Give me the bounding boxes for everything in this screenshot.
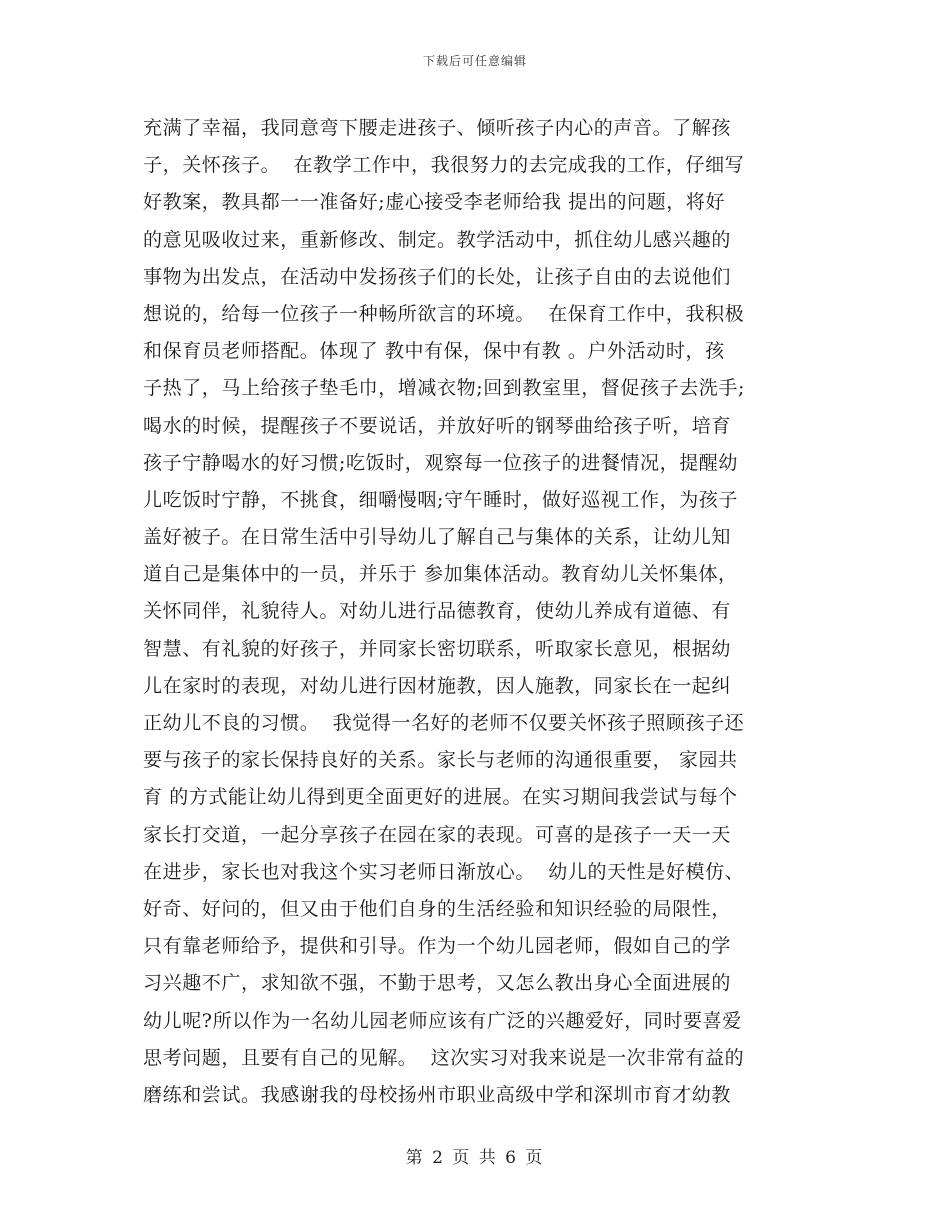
text-line: 家长打交道，一起分享孩子在园在家的表现。可喜的是孩子一天一天 (143, 823, 732, 846)
text-line: 育 的方式能让幼儿得到更全面更好的进展。在实习期间我尝试与每个 (143, 786, 738, 809)
page-number-footer: 第 2 页 共 6 页 (405, 1148, 545, 1168)
text-line: 磨练和尝试。我感谢我的母校扬州市职业高级中学和深圳市育才幼教 (143, 1083, 732, 1106)
text-line: 只有靠老师给予，提供和引导。作为一个幼儿园老师，假如自己的学 (143, 935, 732, 958)
text-line: 儿在家时的表现，对幼儿进行因材施教，因人施教，同家长在一起纠 (143, 674, 732, 697)
body-text (143, 110, 813, 1114)
text-line: 在进步，家长也对我这个实习老师日渐放心。 幼儿的天性是好模仿、 (143, 860, 745, 883)
text-line: 子热了，马上给孩子垫毛巾，增减衣物;回到教室里，督促孩子去洗手; (143, 377, 746, 400)
text-line: 孩子宁静喝水的好习惯;吃饭时，观察每一位孩子的进餐情况，提醒幼 (143, 451, 739, 474)
text-line: 要与孩子的家长保持良好的关系。家长与老师的沟通很重要， 家园共 (143, 749, 738, 772)
text-line: 事物为出发点，在活动中发扬孩子们的长处，让孩子自由的去说他们 (143, 265, 732, 288)
text-line: 幼儿呢?所以作为一名幼儿园老师应该有广泛的兴趣爱好，同时要喜爱 (143, 1009, 742, 1032)
text-line: 儿吃饭时宁静，不挑食，细嚼慢咽;守午睡时，做好巡视工作，为孩子 (143, 488, 739, 511)
text-line: 道自己是集体中的一员，并乐于 参加集体活动。教育幼儿关怀集体， (143, 563, 738, 586)
text-line: 正幼儿不良的习惯。 我觉得一名好的老师不仅要关怀孩子照顾孩子还 (143, 712, 745, 734)
text-line: 好教案，教具都一一准备好;虚心接受李老师给我 提出的问题，将好 (143, 191, 726, 214)
text-line: 思考问题，且要有自己的见解。 这次实习对我来说是一次非常有益的 (143, 1046, 745, 1069)
text-line: 好奇、好问的，但又由于他们自身的生活经验和知识经验的局限性， (143, 897, 732, 920)
text-line: 子，关怀孩子。 在教学工作中，我很努力的去完成我的工作，仔细写 (143, 154, 745, 177)
text-line: 关怀同伴，礼貌待人。对幼儿进行品德教育，使幼儿养成有道德、有 (143, 600, 732, 623)
text-line: 想说的，给每一位孩子一种畅所欲言的环境。 在保育工作中，我积极 (143, 302, 745, 325)
text-line: 和保育员老师搭配。体现了 教中有保，保中有教 。户外活动时，孩 (143, 340, 725, 363)
text-line: 习兴趣不广，求知欲不强，不勤于思考，又怎么教出身心全面进展的 (143, 972, 732, 995)
text-line: 喝水的时候，提醒孩子不要说话，并放好听的钢琴曲给孩子听，培育 (143, 414, 732, 437)
header-note: 下载后可任意编辑 (422, 54, 527, 68)
text-line: 盖好被子。在日常生活中引导幼儿了解自己与集体的关系，让幼儿知 (143, 526, 732, 549)
text-line: 的意见吸收过来，重新修改、制定。教学活动中，抓住幼儿感兴趣的 (143, 228, 732, 251)
text-line: 充满了幸福，我同意弯下腰走进孩子、倾听孩子内心的声音。了解孩 (143, 117, 732, 139)
text-line: 智慧、有礼貌的好孩子，并同家长密切联系，听取家长意见，根据幼 (143, 637, 732, 660)
